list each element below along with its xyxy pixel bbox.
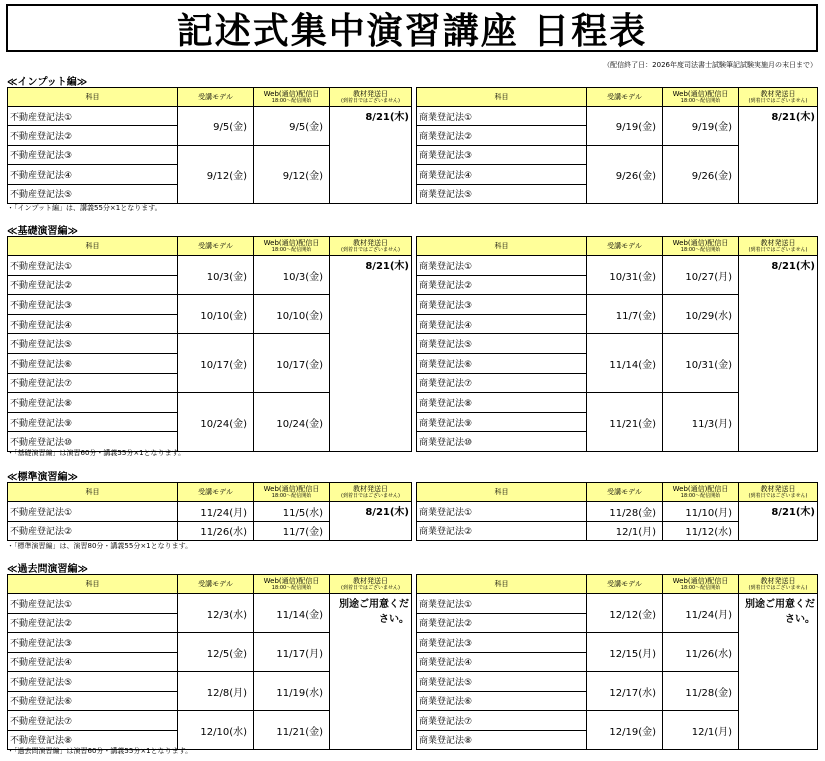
web-date-cell: 11/21(金) (254, 711, 330, 750)
web-date-cell: 9/12(金) (254, 145, 330, 203)
header-material (739, 575, 818, 594)
web-date-cell: 11/26(水) (663, 633, 739, 672)
web-date-cell: 10/29(水) (663, 295, 739, 334)
subject-cell: 不動産登記法③ (8, 295, 178, 315)
model-date-cell: 12/19(金) (587, 711, 663, 750)
subject-cell: 商業登記法③ (417, 145, 587, 164)
section-title: ≪基礎演習編≫ (7, 226, 78, 237)
header-web (254, 88, 330, 107)
subject-cell: 商業登記法⑥ (417, 691, 587, 711)
model-date-cell: 9/19(金) (587, 107, 663, 146)
header-web-label: Web(通信)配信日 (263, 90, 320, 98)
header-material-sub: (到着日ではございません) (341, 493, 400, 499)
distribution-end-note: （配信終了日：2026年度司法書士試験筆記試験実施月の末日まで） (603, 61, 817, 69)
header-web-sub: 18:00～配信開始 (680, 585, 721, 591)
header-material (739, 483, 818, 502)
header-subject: 科目 (417, 575, 587, 594)
subject-cell: 不動産登記法③ (8, 145, 178, 164)
model-date-cell: 11/21(金) (587, 393, 663, 452)
right-schedule-table (416, 482, 818, 541)
header-material (739, 237, 818, 256)
header-web-sub: 18:00～配信開始 (680, 247, 721, 253)
header-row (8, 237, 412, 256)
header-web-label: Web(通信)配信日 (672, 577, 729, 585)
header-web-sub: 18:00～配信開始 (271, 98, 312, 104)
subject-cell: 商業登記法④ (417, 652, 587, 672)
material-date-cell: 8/21(木) (739, 502, 818, 541)
header-subject: 科目 (417, 483, 587, 502)
header-material-label: 教材発送日 (353, 577, 388, 585)
header-model: 受講モデル (178, 483, 254, 502)
web-date-cell: 10/27(月) (663, 256, 739, 295)
subject-cell: 商業登記法③ (417, 633, 587, 653)
subject-cell: 商業登記法② (417, 275, 587, 295)
header-row (417, 88, 818, 107)
model-date-cell: 12/1(月) (587, 521, 663, 541)
subject-cell: 不動産登記法⑧ (8, 393, 178, 413)
section-footnote: ・「基礎演習編」は演習60分・講義55分×1となります。 (7, 449, 186, 457)
header-material-sub: (到着日ではございません) (341, 98, 400, 104)
table-row (8, 502, 412, 522)
header-web-label: Web(通信)配信日 (672, 90, 729, 98)
header-material-label: 教材発送日 (760, 577, 796, 585)
section-title: ≪インプット編≫ (7, 77, 88, 88)
web-date-cell: 11/17(月) (254, 633, 330, 672)
model-date-cell: 11/24(月) (178, 502, 254, 522)
left-schedule-table (7, 236, 412, 452)
material-date-cell: 別途ご用意ください。 (739, 594, 818, 750)
material-date-cell: 8/21(木) (739, 256, 818, 452)
web-date-cell: 10/24(金) (254, 393, 330, 452)
material-date-cell: 8/21(木) (330, 502, 412, 541)
subject-cell: 不動産登記法① (8, 107, 178, 126)
header-model: 受講モデル (178, 575, 254, 594)
header-material-sub: (到着日ではございません) (748, 585, 808, 591)
web-date-cell: 12/1(月) (663, 711, 739, 750)
subject-cell: 不動産登記法⑩ (8, 432, 178, 452)
table-row (8, 256, 412, 276)
subject-cell: 商業登記法⑩ (417, 432, 587, 452)
subject-cell: 不動産登記法⑤ (8, 184, 178, 203)
header-web-label: Web(通信)配信日 (263, 577, 320, 585)
web-date-cell: 11/14(金) (254, 594, 330, 633)
material-date-cell: 8/21(木) (330, 256, 412, 452)
model-date-cell: 11/7(金) (587, 295, 663, 334)
header-material-label: 教材発送日 (760, 90, 796, 98)
header-subject: 科目 (417, 237, 587, 256)
header-material (330, 483, 412, 502)
model-date-cell: 11/14(金) (587, 334, 663, 393)
left-schedule-table (7, 574, 412, 750)
model-date-cell: 12/5(金) (178, 633, 254, 672)
subject-cell: 商業登記法② (417, 126, 587, 145)
web-date-cell: 9/26(金) (663, 145, 739, 203)
header-web-sub: 18:00～配信開始 (271, 493, 312, 499)
web-date-cell: 11/19(水) (254, 672, 330, 711)
model-date-cell: 12/8(月) (178, 672, 254, 711)
header-material (330, 237, 412, 256)
material-date-cell: 8/21(木) (330, 107, 412, 204)
subject-cell: 不動産登記法① (8, 502, 178, 522)
section-footnote: ・「インプット編」は、講義55分×1となります。 (7, 204, 162, 212)
subject-cell: 商業登記法⑧ (417, 730, 587, 750)
header-material-label: 教材発送日 (760, 485, 796, 493)
subject-cell: 商業登記法⑥ (417, 353, 587, 373)
model-date-cell: 10/31(金) (587, 256, 663, 295)
subject-cell: 商業登記法⑨ (417, 412, 587, 432)
subject-cell: 不動産登記法⑥ (8, 353, 178, 373)
subject-cell: 不動産登記法① (8, 256, 178, 276)
section-title: ≪過去問演習編≫ (7, 564, 88, 575)
header-material-sub: (到着日ではございません) (341, 585, 400, 591)
header-web-sub: 18:00～配信開始 (271, 585, 312, 591)
left-schedule-table (7, 87, 412, 204)
header-material-sub: (到着日ではございません) (748, 247, 808, 253)
subject-cell: 商業登記法① (417, 107, 587, 126)
header-material-label: 教材発送日 (760, 239, 796, 247)
header-subject: 科目 (417, 88, 587, 107)
left-schedule-table (7, 482, 412, 541)
model-date-cell: 9/26(金) (587, 145, 663, 203)
model-date-cell: 10/3(金) (178, 256, 254, 295)
subject-cell: 不動産登記法① (8, 594, 178, 614)
header-row (417, 237, 818, 256)
header-material-label: 教材発送日 (353, 485, 388, 493)
header-subject: 科目 (8, 575, 178, 594)
model-date-cell: 12/12(金) (587, 594, 663, 633)
table-row (417, 256, 818, 276)
section-footnote: ・「標準演習編」は、演習80分・講義55分×1となります。 (7, 542, 193, 550)
header-material-label: 教材発送日 (353, 90, 388, 98)
subject-cell: 商業登記法⑤ (417, 334, 587, 354)
subject-cell: 商業登記法④ (417, 165, 587, 184)
section-footnote: ・「過去問演習編」は演習60分・講義55分×1となります。 (7, 747, 193, 755)
header-model: 受講モデル (587, 575, 663, 594)
subject-cell: 商業登記法② (417, 613, 587, 633)
web-date-cell: 10/10(金) (254, 295, 330, 334)
header-row (417, 575, 818, 594)
table-row (417, 594, 818, 614)
model-date-cell: 9/12(金) (178, 145, 254, 203)
web-date-cell: 11/24(月) (663, 594, 739, 633)
material-date-cell: 別途ご用意ください。 (330, 594, 412, 750)
model-date-cell: 9/5(金) (178, 107, 254, 146)
section-title: ≪標準演習編≫ (7, 472, 78, 483)
subject-cell: 商業登記法② (417, 521, 587, 541)
subject-cell: 商業登記法⑤ (417, 184, 587, 203)
model-date-cell: 12/10(水) (178, 711, 254, 750)
model-date-cell: 12/17(水) (587, 672, 663, 711)
header-subject: 科目 (8, 483, 178, 502)
header-web-sub: 18:00～配信開始 (680, 98, 721, 104)
page-title: 記述式集中演習講座 日程表 (6, 4, 818, 52)
header-row (8, 483, 412, 502)
model-date-cell: 12/3(水) (178, 594, 254, 633)
header-material (739, 88, 818, 107)
table-row (8, 594, 412, 614)
header-model: 受講モデル (178, 88, 254, 107)
header-web (663, 88, 739, 107)
subject-cell: 商業登記法① (417, 502, 587, 522)
header-model: 受講モデル (587, 483, 663, 502)
header-web (254, 483, 330, 502)
subject-cell: 不動産登記法④ (8, 165, 178, 184)
header-material-sub: (到着日ではございません) (748, 98, 808, 104)
header-material-label: 教材発送日 (353, 239, 388, 247)
header-row (8, 88, 412, 107)
header-web (254, 237, 330, 256)
header-subject: 科目 (8, 88, 178, 107)
subject-cell: 商業登記法④ (417, 314, 587, 334)
header-model: 受講モデル (178, 237, 254, 256)
subject-cell: 不動産登記法⑤ (8, 334, 178, 354)
subject-cell: 不動産登記法⑤ (8, 672, 178, 692)
header-web-label: Web(通信)配信日 (672, 239, 729, 247)
header-model: 受講モデル (587, 237, 663, 256)
subject-cell: 不動産登記法② (8, 521, 178, 541)
header-material (330, 575, 412, 594)
web-date-cell: 11/12(水) (663, 521, 739, 541)
table-row (417, 502, 818, 522)
material-date-cell: 8/21(木) (739, 107, 818, 204)
table-row (417, 107, 818, 126)
subject-cell: 不動産登記法② (8, 126, 178, 145)
header-web (663, 483, 739, 502)
subject-cell: 商業登記法⑦ (417, 711, 587, 731)
right-schedule-table (416, 574, 818, 750)
web-date-cell: 10/3(金) (254, 256, 330, 295)
web-date-cell: 11/28(金) (663, 672, 739, 711)
subject-cell: 不動産登記法② (8, 613, 178, 633)
model-date-cell: 11/28(金) (587, 502, 663, 522)
model-date-cell: 11/26(水) (178, 521, 254, 541)
model-date-cell: 10/10(金) (178, 295, 254, 334)
web-date-cell: 10/31(金) (663, 334, 739, 393)
web-date-cell: 11/7(金) (254, 521, 330, 541)
header-subject: 科目 (8, 237, 178, 256)
web-date-cell: 10/17(金) (254, 334, 330, 393)
subject-cell: 商業登記法③ (417, 295, 587, 315)
subject-cell: 商業登記法① (417, 594, 587, 614)
header-model: 受講モデル (587, 88, 663, 107)
header-material (330, 88, 412, 107)
web-date-cell: 9/19(金) (663, 107, 739, 146)
web-date-cell: 11/5(水) (254, 502, 330, 522)
subject-cell: 不動産登記法⑦ (8, 711, 178, 731)
model-date-cell: 10/24(金) (178, 393, 254, 452)
header-web (663, 575, 739, 594)
header-web-label: Web(通信)配信日 (263, 485, 320, 493)
web-date-cell: 11/10(月) (663, 502, 739, 522)
header-web-sub: 18:00～配信開始 (271, 247, 312, 253)
subject-cell: 不動産登記法④ (8, 652, 178, 672)
web-date-cell: 9/5(金) (254, 107, 330, 146)
subject-cell: 不動産登記法⑨ (8, 412, 178, 432)
model-date-cell: 10/17(金) (178, 334, 254, 393)
header-web-sub: 18:00～配信開始 (680, 493, 721, 499)
subject-cell: 不動産登記法② (8, 275, 178, 295)
subject-cell: 不動産登記法⑧ (8, 730, 178, 750)
header-material-sub: (到着日ではございません) (341, 247, 400, 253)
subject-cell: 不動産登記法⑦ (8, 373, 178, 393)
header-web-label: Web(通信)配信日 (263, 239, 320, 247)
header-row (417, 483, 818, 502)
header-web-label: Web(通信)配信日 (672, 485, 729, 493)
header-row (8, 575, 412, 594)
model-date-cell: 12/15(月) (587, 633, 663, 672)
right-schedule-table (416, 236, 818, 452)
table-row (8, 107, 412, 126)
subject-cell: 商業登記法⑦ (417, 373, 587, 393)
web-date-cell: 11/3(月) (663, 393, 739, 452)
subject-cell: 不動産登記法③ (8, 633, 178, 653)
header-material-sub: (到着日ではございません) (748, 493, 808, 499)
subject-cell: 不動産登記法⑥ (8, 691, 178, 711)
right-schedule-table (416, 87, 818, 204)
subject-cell: 商業登記法⑤ (417, 672, 587, 692)
subject-cell: 不動産登記法④ (8, 314, 178, 334)
subject-cell: 商業登記法⑧ (417, 393, 587, 413)
header-web (663, 237, 739, 256)
header-web (254, 575, 330, 594)
subject-cell: 商業登記法① (417, 256, 587, 276)
